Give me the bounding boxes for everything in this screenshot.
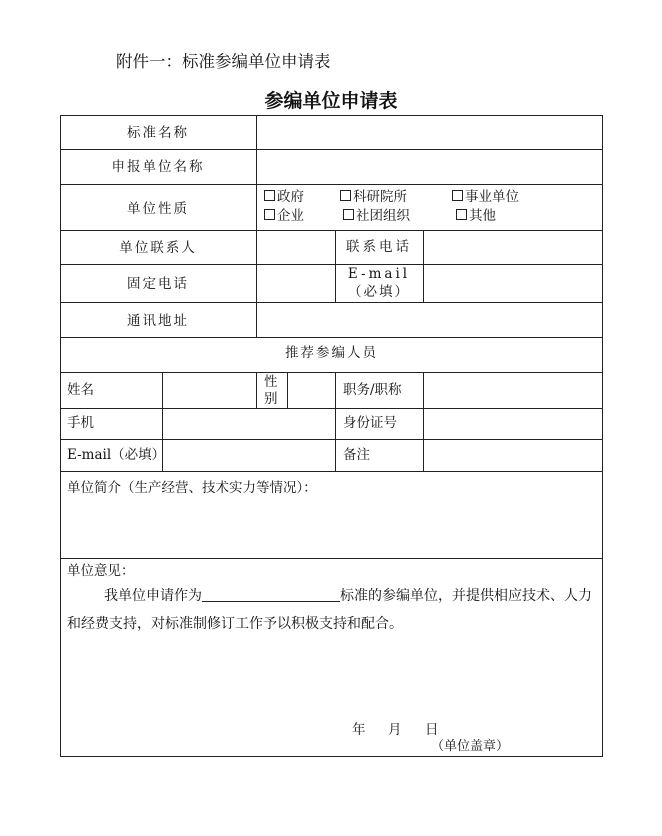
attachment-title: 附件一：标准参编单位申请表 <box>116 52 331 71</box>
option-label: 社团组织 <box>356 208 410 224</box>
standard-name-blank[interactable] <box>202 587 340 602</box>
email-field[interactable] <box>423 264 602 302</box>
contact-person-label: 单位联系人 <box>119 240 197 256</box>
option-research[interactable] <box>340 188 407 206</box>
opinion-text-line2: 和经费支持，对标准制修订工作予以积极支持和配合。 <box>67 616 403 632</box>
unit-intro-field[interactable] <box>61 497 602 557</box>
id-number-label: 身份证号 <box>343 415 397 431</box>
email-label: E-mail <box>347 266 411 282</box>
unit-opinion-label: 单位意见： <box>67 563 135 579</box>
option-label: 科研院所 <box>353 189 407 205</box>
checkbox-icon[interactable] <box>456 209 467 220</box>
personnel-section-title: 推荐参编人员 <box>285 345 378 361</box>
option-label: 政府 <box>277 189 304 205</box>
checkbox-icon[interactable] <box>264 190 275 201</box>
remarks-label: 备注 <box>343 447 370 463</box>
col-divider <box>256 372 257 408</box>
unit-intro-label: 单位简介（生产经营、技术实力等情况）： <box>67 480 317 496</box>
checkbox-icon[interactable] <box>452 190 463 201</box>
row-divider <box>60 184 603 185</box>
checkbox-icon[interactable] <box>343 209 354 220</box>
row-divider <box>60 337 603 338</box>
col-divider <box>335 372 336 471</box>
option-social-org[interactable] <box>343 207 410 225</box>
row-divider <box>60 471 603 472</box>
option-label: 企业 <box>277 208 304 224</box>
email-required-label: （必填） <box>348 284 410 300</box>
applicant-unit-field[interactable] <box>256 149 602 184</box>
date-month: 月 <box>388 722 402 738</box>
opinion-statement <box>104 587 592 605</box>
gender-label-line2: 别 <box>264 391 278 407</box>
position-field[interactable] <box>423 372 602 408</box>
form-title: 参编单位申请表 <box>264 90 398 112</box>
person-name-field[interactable] <box>162 372 256 408</box>
remarks-field[interactable] <box>423 439 602 471</box>
option-label: 事业单位 <box>465 189 519 205</box>
option-other[interactable] <box>456 207 496 225</box>
address-field[interactable] <box>256 302 602 337</box>
table-border-right <box>602 115 603 756</box>
option-government[interactable] <box>264 188 304 206</box>
opinion-text-after: 标准的参编单位，并提供相应技术、人力 <box>340 588 592 604</box>
contact-phone-field[interactable] <box>423 230 602 264</box>
person-email-label: E-mail（必填） <box>67 447 166 463</box>
standard-name-field[interactable] <box>256 115 602 149</box>
opinion-text-before: 我单位申请作为 <box>104 588 202 604</box>
contact-phone-label: 联系电话 <box>346 239 412 255</box>
checkbox-icon[interactable] <box>340 190 351 201</box>
date-year: 年 <box>352 722 366 738</box>
table-border-bottom <box>60 756 603 757</box>
contact-person-field[interactable] <box>256 230 335 264</box>
id-number-field[interactable] <box>423 408 602 439</box>
landline-field[interactable] <box>256 264 335 302</box>
option-enterprise[interactable] <box>264 207 304 225</box>
gender-label-line1: 性 <box>264 374 278 390</box>
option-label: 其他 <box>469 208 496 224</box>
option-institution[interactable] <box>452 188 519 206</box>
unit-seal-label: （单位盖章） <box>431 739 510 754</box>
mobile-field[interactable] <box>162 408 335 439</box>
standard-name-label: 标准名称 <box>127 125 189 141</box>
position-label: 职务/职称 <box>343 382 402 398</box>
unit-nature-label: 单位性质 <box>127 201 189 217</box>
checkbox-icon[interactable] <box>264 209 275 220</box>
person-name-label: 姓名 <box>67 382 94 398</box>
landline-label: 固定电话 <box>127 276 189 292</box>
date-day: 日 <box>425 722 439 738</box>
row-divider <box>60 558 603 559</box>
address-label: 通讯地址 <box>127 313 189 329</box>
applicant-unit-label: 申报单位名称 <box>111 159 205 175</box>
gender-field[interactable] <box>287 372 335 408</box>
person-email-field[interactable] <box>162 439 335 471</box>
mobile-label: 手机 <box>67 415 94 431</box>
